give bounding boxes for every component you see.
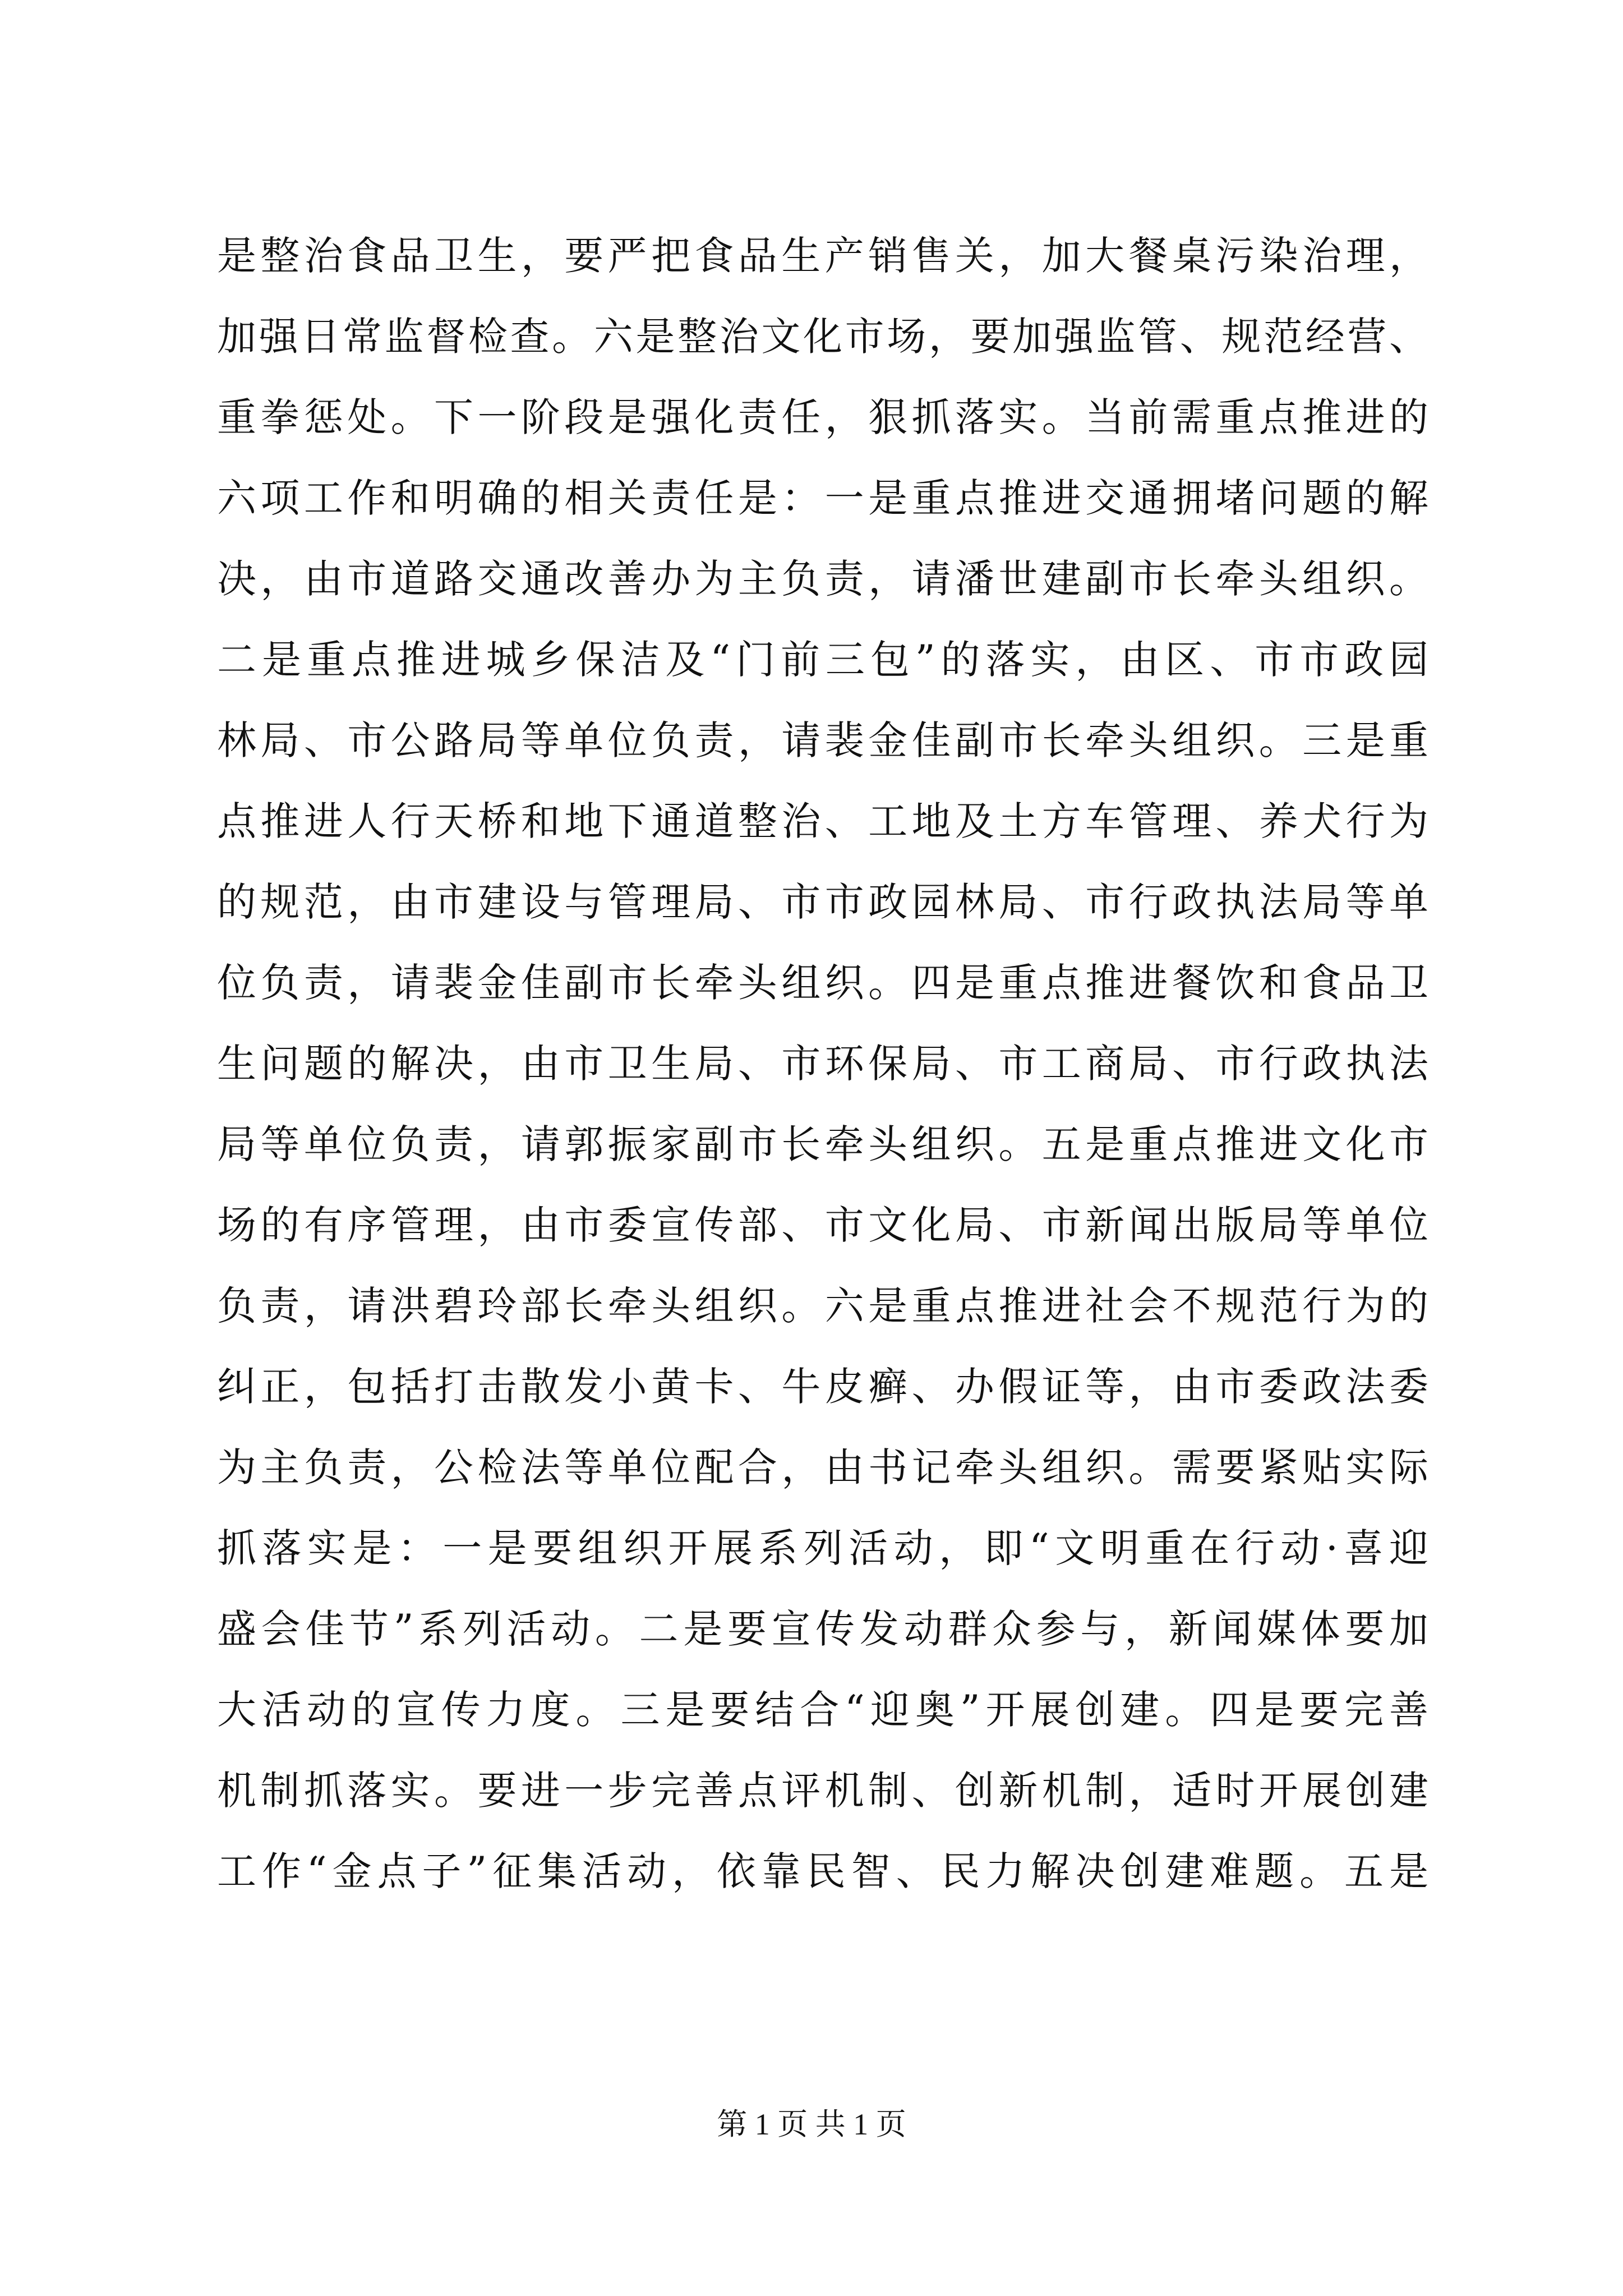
text-line: 的规范，由市建设与管理局、市市政园林局、市行政执法局等单 — [217, 879, 1428, 925]
text-line: 负责，请洪碧玲部长牵头组织。六是重点推进社会不规范行为的 — [217, 1283, 1428, 1329]
text-line: 加强日常监督检查。六是整治文化市场，要加强监管、规范经营、 — [217, 314, 1428, 360]
text-line: 点推进人行天桥和地下通道整治、工地及土方车管理、养犬行为 — [217, 798, 1428, 844]
text-line: 纠正，包括打击散发小黄卡、牛皮癣、办假证等，由市委政法委 — [217, 1364, 1428, 1410]
body-text — [217, 215, 1428, 1912]
text-line: 重拳惩处。下一阶段是强化责任，狠抓落实。当前需重点推进的 — [217, 394, 1428, 440]
text-line: 盛会佳节”系列活动。二是要宣传发动群众参与，新闻媒体要加 — [217, 1606, 1428, 1652]
text-line: 是整治食品卫生，要严把食品生产销售关，加大餐桌污染治理， — [217, 233, 1428, 279]
text-line: 大活动的宣传力度。三是要结合“迎奥”开展创建。四是要完善 — [217, 1687, 1428, 1733]
text-line: 为主负责，公检法等单位配合，由书记牵头组织。需要紧贴实际 — [217, 1444, 1428, 1490]
text-line: 机制抓落实。要进一步完善点评机制、创新机制，适时开展创建 — [217, 1768, 1428, 1814]
text-line: 局等单位负责，请郭振家副市长牵头组织。五是重点推进文化市 — [217, 1121, 1428, 1167]
text-line: 二是重点推进城乡保洁及“门前三包”的落实，由区、市市政园 — [217, 637, 1428, 683]
text-line: 决，由市道路交通改善办为主负责，请潘世建副市长牵头组织。 — [217, 556, 1428, 602]
text-line: 六项工作和明确的相关责任是：一是重点推进交通拥堵问题的解 — [217, 475, 1428, 521]
text-line: 工作“金点子”征集活动，依靠民智、民力解决创建难题。五是 — [217, 1848, 1428, 1894]
text-line: 场的有序管理，由市委宣传部、市文化局、市新闻出版局等单位 — [217, 1202, 1428, 1248]
text-line: 生问题的解决，由市卫生局、市环保局、市工商局、市行政执法 — [217, 1041, 1428, 1087]
text-line: 抓落实是：一是要组织开展系列活动，即“文明重在行动·喜迎 — [217, 1525, 1428, 1571]
text-line: 位负责，请裴金佳副市长牵头组织。四是重点推进餐饮和食品卫 — [217, 960, 1428, 1006]
page-number-footer: 第 1 页 共 1 页 — [717, 2108, 906, 2141]
text-line: 林局、市公路局等单位负责，请裴金佳副市长牵头组织。三是重 — [217, 717, 1428, 763]
